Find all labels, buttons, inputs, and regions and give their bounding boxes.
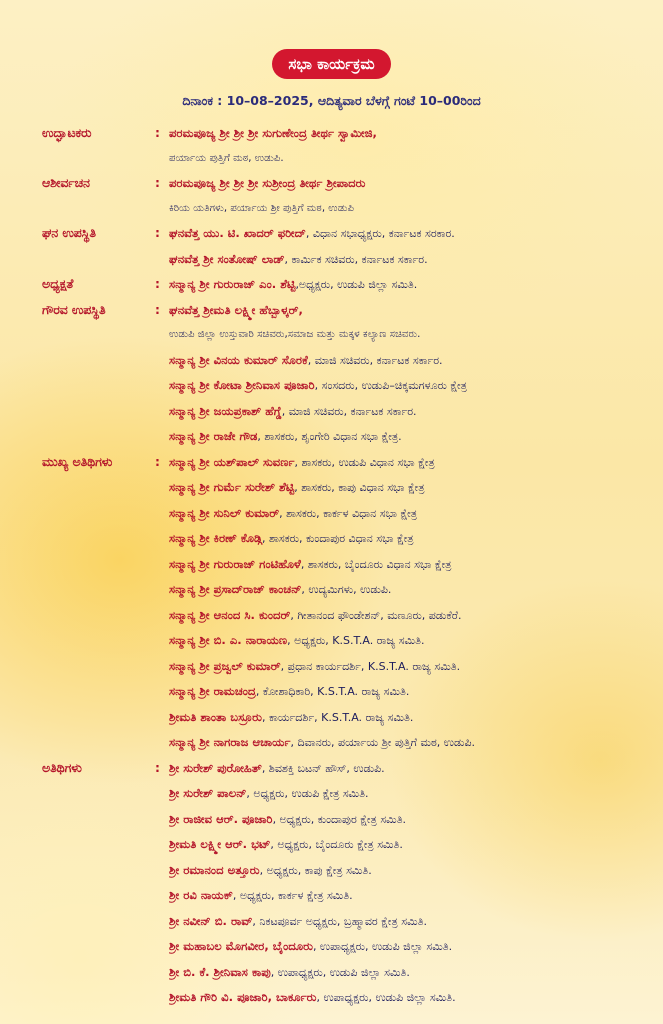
person-name: ಸನ್ಮಾನ್ಯ ಶ್ರೀ ವಿನಯ ಕುಮಾರ್ ಸೊರಕೆ — [169, 352, 308, 367]
person-designation: , ಉಪಾಧ್ಯಕ್ಷರು, ಉಡುಪಿ ಜಿಲ್ಲಾ ಸಮಿತಿ. — [312, 940, 453, 953]
entry-line — [169, 348, 652, 374]
title-container — [0, 49, 663, 79]
person-designation: , ಪ್ರಧಾನ ಕಾರ್ಯದರ್ಶಿ, K.S.T.A. ರಾಜ್ಯ ಸಮಿತಿ. — [280, 659, 461, 673]
person-name: ಶ್ರೀಮತಿ ಗೌರಿ ವಿ. ಪೂಜಾರಿ, ಬಾರ್ಕೂರು — [169, 990, 317, 1004]
person-designation: ಕಿರಿಯ ಯತಿಗಳು, ಪರ್ಯಾಯ ಶ್ರೀ ಪುತ್ತಿಗೆ ಮಠ, ಉಡುಪಿ — [169, 202, 354, 214]
person-name: ಶ್ರೀ ರಾಜೀವ ಆರ್. ಪೂಜಾರಿ — [169, 811, 273, 826]
entry-line — [169, 424, 652, 450]
person-designation: , ಅಧ್ಯಕ್ಷರು, ಕಾರ್ಕಳ ಕ್ಷೇತ್ರ ಸಮಿತಿ. — [232, 889, 353, 902]
person-designation: , ಸಂಸದರು, ಉಡುಪಿ–ಚಿಕ್ಕಮಗಳೂರು ಕ್ಷೇತ್ರ — [314, 379, 467, 392]
person-designation: , ಅಧ್ಯಕ್ಷರು, ಉಡುಪಿ ಕ್ಷೇತ್ರ ಸಮಿತಿ. — [246, 787, 369, 800]
entry-line — [169, 373, 652, 399]
entry-line — [169, 603, 652, 629]
person-name: ಶ್ರೀಮತಿ ಲಕ್ಷ್ಮೀ ಆರ್. ಭಟ್ — [169, 837, 271, 851]
section-entries — [169, 171, 652, 221]
entry-line — [169, 730, 652, 756]
entry-line — [169, 399, 652, 425]
entry-line — [169, 247, 652, 273]
section-entries — [169, 450, 652, 756]
person-name: ಶ್ರೀ ಸುರೇಶ್ ಪಾಲನ್ — [169, 786, 247, 800]
person-designation: , ನಿಕಟಪೂರ್ವ ಅಧ್ಯಕ್ಷರು, ಬ್ರಹ್ಮಾವರ ಕ್ಷೇತ್ರ ಸಮಿತಿ. — [252, 914, 427, 928]
section-label: ಅಧ್ಯಕ್ಷತೆ — [42, 277, 74, 291]
person-name: ಪರಮಪೂಜ್ಯ ಶ್ರೀ ಶ್ರೀ ಶ್ರೀ ಸುಗುಣೇಂದ್ರ ತೀರ್ಥ ಸ್ವಾಮೀಜಿ, — [169, 126, 377, 140]
person-name: ಸನ್ಮಾನ್ಯ ಶ್ರೀ ಪ್ರಸಾದ್‌ರಾಜ್ ಕಾಂಚನ್ — [169, 582, 302, 596]
section-entries — [169, 121, 652, 171]
label-separator: : — [155, 454, 160, 469]
person-name: ಶ್ರೀ ನವೀನ್ ಬಿ. ರಾವ್ — [169, 913, 253, 928]
entry-line — [169, 298, 652, 324]
entry-line — [169, 781, 652, 807]
section-label: ಗೌರವ ಉಪಸ್ಥಿತಿ — [42, 302, 106, 317]
entry-line — [169, 197, 652, 222]
section-entries — [169, 298, 652, 450]
label-separator: : — [155, 226, 160, 240]
person-name: ಸನ್ಮಾನ್ಯ ಶ್ರೀ ಜಯಪ್ರಕಾಶ್ ಹೆಗ್ಡೆ — [169, 403, 282, 418]
person-name: ಘನವೆತ್ತ ಶ್ರೀಮತಿ ಲಕ್ಷ್ಮೀ ಹೆಬ್ಬಾಳ್ಕರ್, — [169, 302, 303, 317]
person-name: ಸನ್ಮಾನ್ಯ ಶ್ರೀ ನಾಗರಾಜ ಆಚಾರ್ಯ — [169, 735, 291, 749]
person-name: ಸನ್ಮಾನ್ಯ ಶ್ರೀ ಗುರುರಾಜ್ ಎಂ. ಶೆಟ್ಟಿ — [169, 277, 296, 291]
person-name: ಸನ್ಮಾನ್ಯ ಶ್ರೀ ಕೋಟಾ ಶ್ರೀನಿವಾಸ ಪೂಜಾರಿ — [169, 378, 315, 392]
person-designation: , ಉಪಾಧ್ಯಕ್ಷರು, ಉಡುಪಿ ಜಿಲ್ಲಾ ಸಮಿತಿ. — [270, 965, 410, 979]
entry-line — [169, 171, 652, 197]
person-name: ಸನ್ಮಾನ್ಯ ಶ್ರೀ ಆನಂದ ಸಿ. ಕುಂದರ್ — [169, 607, 291, 622]
section-label: ಉದ್ಘಾಟಕರು — [42, 126, 92, 140]
label-separator: : — [155, 302, 160, 317]
person-designation: , ಕೋಶಾಧಿಕಾರಿ, K.S.T.A. ರಾಜ್ಯ ಸಮಿತಿ. — [255, 685, 410, 698]
person-name: ಸನ್ಮಾನ್ಯ ಶ್ರೀ ಬಿ. ಎ. ನಾರಾಯಣ — [169, 633, 288, 647]
entry-line — [169, 121, 652, 147]
person-name: ಸನ್ಮಾನ್ಯ ಶ್ರೀ ರಾಮಚಂದ್ರ — [169, 684, 256, 698]
entry-line — [169, 526, 652, 552]
person-name: ಸನ್ಮಾನ್ಯ ಶ್ರೀ ಸುನಿಲ್ ಕುಮಾರ್ — [169, 505, 280, 520]
person-name: ಸನ್ಮಾನ್ಯ ಶ್ರೀ ಗುರ್ಮೆ ಸುರೇಶ್ ಶೆಟ್ಟಿ — [169, 480, 295, 494]
person-designation: , ವಿಧಾನ ಸಭಾಧ್ಯಕ್ಷರು, ಕರ್ನಾಟಕ ಸರಕಾರ. — [305, 227, 455, 240]
section-entries — [169, 272, 652, 298]
person-name: ಸನ್ಮಾನ್ಯ ಶ್ರೀ ಪ್ರಜ್ವಲ್ ಕುಮಾರ್ — [169, 658, 281, 673]
program-section — [42, 450, 652, 756]
person-name: ಸನ್ಮಾನ್ಯ ಶ್ರೀ ಗುರುರಾಜ್ ಗಂಟಿಹೊಳೆ — [169, 556, 301, 571]
label-separator: : — [155, 277, 160, 291]
program-section — [42, 272, 652, 298]
entry-line — [169, 628, 652, 654]
entry-line — [169, 221, 652, 247]
entry-line — [169, 323, 652, 348]
person-designation: , ಅಧ್ಯಕ್ಷರು, ಬೈಂದೂರು ಕ್ಷೇತ್ರ ಸಮಿತಿ. — [270, 838, 403, 851]
entry-line — [169, 934, 652, 960]
person-name: ಸನ್ಮಾನ್ಯ ಶ್ರೀ ಯಶ್‌ಪಾಲ್ ಸುವರ್ಣ — [169, 454, 295, 469]
entry-line — [169, 679, 652, 705]
entry-line — [169, 807, 652, 833]
person-designation: , ಶಾಸಕರು, ಕಾಪು ವಿಧಾನ ಸಭಾ ಕ್ಷೇತ್ರ — [294, 481, 425, 494]
entry-line — [169, 858, 652, 884]
entry-line — [169, 705, 652, 731]
person-designation: , ಕಾರ್ಮಿಕ ಸಚಿವರು, ಕರ್ನಾಟಕ ಸರ್ಕಾರ. — [284, 252, 428, 266]
person-designation: , ಶಾಸಕರು, ಶೃಂಗೇರಿ ವಿಧಾನ ಸಭಾ ಕ್ಷೇತ್ರ. — [257, 430, 402, 443]
label-separator: : — [155, 760, 160, 775]
entry-line — [169, 960, 652, 986]
entry-line — [169, 475, 652, 501]
person-designation: , ಕಾರ್ಯದರ್ಶಿ, K.S.T.A. ರಾಜ್ಯ ಸಮಿತಿ. — [262, 710, 414, 724]
person-designation: , ಶಿವಶಕ್ತಿ ಬಟನ್ ಹೌಸ್, ಉಡುಪಿ. — [261, 761, 385, 775]
person-designation: , ಉದ್ಯಮಿಗಳು, ಉಡುಪಿ. — [301, 583, 392, 596]
section-entries — [169, 221, 652, 272]
entry-line — [169, 501, 652, 527]
entry-line — [169, 883, 652, 909]
program-section — [42, 221, 652, 272]
section-label: ಘನ ಉಪಸ್ಥಿತಿ — [42, 226, 96, 240]
person-designation: , ಶಾಸಕರು, ಕುಂದಾಪುರ ವಿಧಾನ ಸಭಾ ಕ್ಷೇತ್ರ — [261, 532, 414, 545]
person-designation: , ದಿವಾನರು, ಪರ್ಯಾಯ ಶ್ರೀ ಪುತ್ತಿಗೆ ಮಠ, ಉಡುಪಿ. — [290, 736, 476, 749]
entry-line — [169, 654, 652, 680]
person-name: ಶ್ರೀಮತಿ ಶಾಂತಾ ಬಸ್ರೂರು — [169, 709, 262, 724]
program-section — [42, 121, 652, 171]
entry-line — [169, 832, 652, 858]
person-designation: , ಶಾಸಕರು, ಕಾರ್ಕಳ ವಿಧಾನ ಸಭಾ ಕ್ಷೇತ್ರ — [279, 506, 418, 520]
person-designation: ,ಅಧ್ಯಕ್ಷರು, ಉಡುಪಿ ಜಿಲ್ಲಾ ಸಮಿತಿ. — [295, 278, 418, 291]
entry-line — [169, 450, 652, 476]
person-name: ಸನ್ಮಾನ್ಯ ಶ್ರೀ ಕಿರಣ್ ಕೊಡ್ಗಿ — [169, 531, 262, 545]
person-designation: , ಗೀತಾನಂದ ಫೌಂಡೇಶನ್, ಮಣೂರು, ಪಡುಕೆರೆ. — [290, 608, 462, 622]
person-name: ಪರಮಪೂಜ್ಯ ಶ್ರೀ ಶ್ರೀ ಶ್ರೀ ಸುಶ್ರೀಂದ್ರ ತೀರ್ಥ ಶ್ರೀಪಾದರು — [169, 176, 366, 190]
person-designation: , ಮಾಜಿ ಸಚಿವರು, ಕರ್ನಾಟಕ ಸರ್ಕಾರ. — [281, 404, 417, 418]
label-separator: : — [155, 126, 160, 140]
section-label: ಮುಖ್ಯ ಅತಿಥಿಗಳು — [42, 454, 113, 469]
label-separator: : — [155, 176, 160, 190]
person-name: ಶ್ರೀ ಮಹಾಬಲ ಮೊಗವೀರ, ಬೈಂದೂರು — [169, 939, 313, 953]
person-name: ಸನ್ಮಾನ್ಯ ಶ್ರೀ ರಾಜೇ ಗೌಡ — [169, 429, 258, 443]
page-title: ಸಭಾ ಕಾರ್ಯಕ್ರಮ — [272, 49, 390, 79]
program-section — [42, 298, 652, 450]
program-list — [42, 121, 652, 1011]
entry-line — [169, 909, 652, 935]
person-name: ಘನವೆತ್ತ ಶ್ರೀ ಸಂತೋಷ್ ಲಾಡ್ — [169, 251, 285, 266]
program-section — [42, 756, 652, 1011]
section-entries — [169, 756, 652, 1011]
section-label: ಅತಿಥಿಗಳು — [42, 760, 82, 775]
person-designation: , ಮಾಜಿ ಸಚಿವರು, ಕರ್ನಾಟಕ ಸರ್ಕಾರ. — [307, 353, 443, 367]
section-label: ಆಶೀರ್ವಚನ — [42, 176, 90, 190]
person-designation: , ಉಪಾಧ್ಯಕ್ಷರು, ಉಡುಪಿ ಜಿಲ್ಲಾ ಸಮಿತಿ. — [316, 991, 456, 1004]
entry-line — [169, 756, 652, 782]
person-designation: , ಅಧ್ಯಕ್ಷರು, ಕಾಪು ಕ್ಷೇತ್ರ ಸಮಿತಿ. — [259, 863, 372, 877]
person-designation: , ಅಧ್ಯಕ್ಷರು, K.S.T.A. ರಾಜ್ಯ ಸಮಿತಿ. — [287, 634, 425, 647]
entry-line — [169, 272, 652, 298]
date-line: ದಿನಾಂಕ : 10–08–2025, ಆದಿತ್ಯವಾರ ಬೆಳಗ್ಗೆ ಗಂಟೆ 10–00ರಿಂದ — [182, 93, 481, 108]
person-name: ಶ್ರೀ ರಮಾನಂದ ಅತ್ತೂರು — [169, 862, 260, 877]
entry-line — [169, 577, 652, 603]
person-name: ಶ್ರೀ ರವಿ ನಾಯಕ್ — [169, 888, 233, 902]
person-name: ಶ್ರೀ ಸುರೇಶ್ ಪುರೋಹಿತ್ — [169, 760, 262, 775]
person-designation: , ಶಾಸಕರು, ಉಡುಪಿ ವಿಧಾನ ಸಭಾ ಕ್ಷೇತ್ರ — [294, 455, 435, 469]
person-designation: , ಶಾಸಕರು, ಬೈಂದೂರು ವಿಧಾನ ಸಭಾ ಕ್ಷೇತ್ರ — [300, 557, 452, 571]
person-designation: ಉಡುಪಿ ಜಿಲ್ಲಾ ಉಸ್ತುವಾರಿ ಸಚಿವರು,ಸಮಾಜ ಮತ್ತು ಮಕ್ಕಳ ಕಲ್ಯಾಣ ಸಚಿವರು. — [169, 329, 421, 340]
entry-line — [169, 985, 652, 1011]
person-designation: , ಅಧ್ಯಕ್ಷರು, ಕುಂದಾಪುರ ಕ್ಷೇತ್ರ ಸಮಿತಿ. — [272, 812, 407, 826]
entry-line — [169, 147, 652, 172]
person-designation: ಪರ್ಯಾಯ ಪುತ್ತಿಗೆ ಮಠ, ಉಡುಪಿ. — [169, 152, 284, 164]
entry-line — [169, 552, 652, 578]
person-name: ಶ್ರೀ ಬಿ. ಕೆ. ಶ್ರೀನಿವಾಸ ಕಾಪು — [169, 964, 271, 979]
program-section — [42, 171, 652, 221]
person-name: ಘನವೆತ್ತ ಯು. ಟಿ. ಖಾದರ್ ಫರೀದ್ — [169, 226, 306, 240]
